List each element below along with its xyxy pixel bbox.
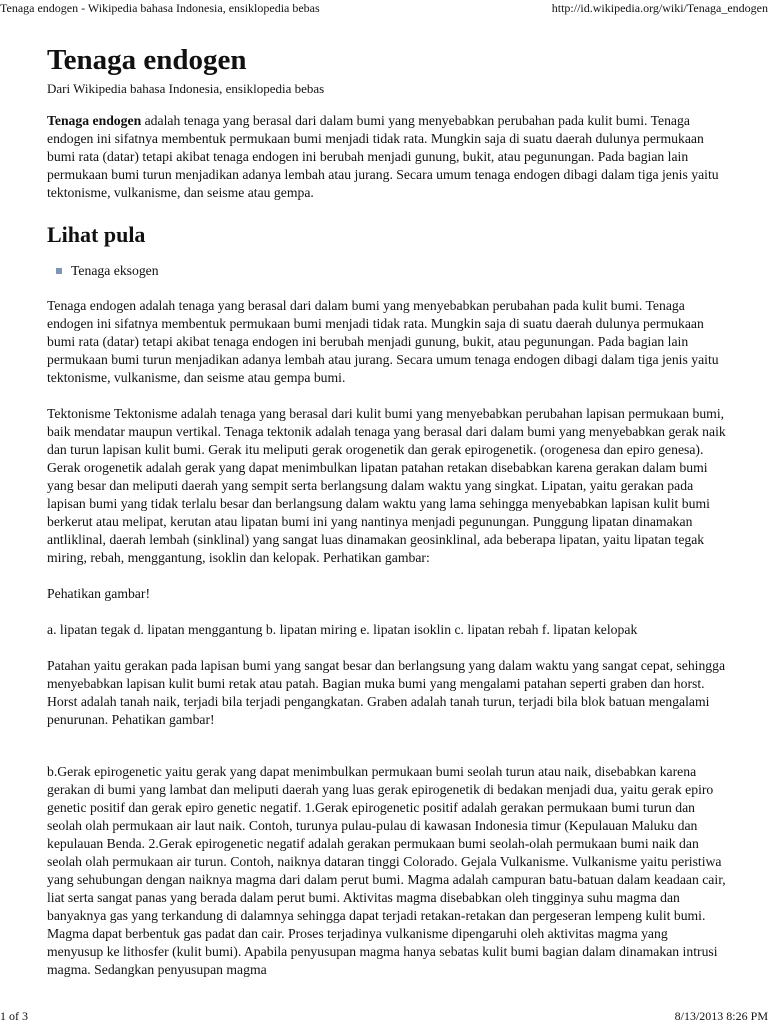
print-header-url: http://id.wikipedia.org/wiki/Tenaga_endogen	[551, 1, 768, 15]
print-header	[0, 0, 768, 16]
print-footer	[0, 1008, 768, 1024]
body-paragraph-2: Tektonisme Tektonisme adalah tenaga yang berasal dari kulit bumi yang menyebabkan perubahan lapisan permukaan bumi, baik mendatar maupun vertikal. Tenaga tektonik adalah tenaga yang berasal dari dalam bumi yang menyebabkan gerak naik dan turun lapisan kulit bumi. Gerak itu meliputi gerak orogenetik dan gerak epirogenetik. (orogenesa dan epiro genesa). Gerak orogenetik adalah gerak yang dapat menimbulkan lipatan patahan retakan disebabkan karena gerakan dalam bumi yang besar dan meliputi daerah yang sempit serta berlangsung dalam waktu yang singkat. Lipatan, yaitu gerakan pada lapisan bumi yang tidak terlalu besar dan berlangsung dalam waktu yang lama sehingga menyebabkan lapisan kulit bumi berkerut atau melipat, kerutan atau lipatan bumi ini yang nantinya menjadi pegunungan. Punggung lipatan dinamakan antliklinal, daerah lembah (sinklinal) yang sangat luas dinamakan geosinklinal, ada beberapa lipatan, yaitu lipatan tegak miring, rebah, menggantung, isoklin dan kelopak. Perhatikan gambar:	[47, 406, 726, 565]
body-paragraph-6: b.Gerak epirogenetic yaitu gerak yang dapat menimbulkan permukaan bumi seolah turun atau naik, disebabkan karena gerakan di bumi yang lambat dan meliputi daerah yang luas gerak epirogenetik di bedakan menjadi dua, yaitu gerak epiro genetic positif dan gerak epiro genetic negatif. 1.Gerak epirogenetic positif adalah gerakan permukaan bumi turun dan seolah olah permukaan air laut naik. Contoh, turunya pulau-pulau di kawasan Indonesia timur (Kepulauan Maluku dan kepulauan Benda. 2.Gerak epirogenetic negatif adalah gerakan permukaan bumi seolah-olah permukaan bumi naik dan seolah olah permukaan air turun. Contoh, naiknya dataran tinggi Colorado. Gejala Vulkanisme. Vulkanisme yaitu peristiwa yang sehubungan dengan naiknya magma dari dalam perut bumi. Magma adalah campuran batu-batuan dalam keadaan cair, liat serta sangat panas yang berada dalam perut bumi. Aktivitas magma disebabkan oleh tingginya suhu magma dan banyaknya gas yang terkandung di dalamnya sehingga dapat terjadi retakan-retakan dan pergeseran lempeng kulit bumi. Magma dapat berbentuk gas padat dan cair. Proses terjadinya vulkanisme dipengaruhi oleh aktivitas magma yang menyusup ke lithosfer (kulit bumi). Apabila penyusupan magma hanya sebatas kulit bumi bagian dalam dinamakan intrusi magma. Sedangkan penyusupan magma	[47, 764, 726, 977]
intro-text: adalah tenaga yang berasal dari dalam bumi yang menyebabkan perubahan pada kulit bumi. Tenaga endogen ini sifatnya membentuk permukaan bumi menjadi tidak rata. Mungkin saja di suatu daerah dulunya permukaan bumi rata (datar) tetapi akibat tenaga endogen ini berubah menjadi gunung, bukit, atau pegunungan. Pada bagian lain permukaan bumi turun menjadikan adanya lembah atau jurang. Secara umum tenaga endogen dibagi dalam tiga jenis yaitu tektonisme, vulkanisme, dan seisme atau gempa.	[47, 113, 719, 200]
intro-bold-term: Tenaga endogen	[47, 113, 142, 128]
print-timestamp: 8/13/2013 8:26 PM	[674, 1009, 768, 1023]
body-paragraph-5: Patahan yaitu gerakan pada lapisan bumi yang sangat besar dan berlangsung yang dalam waktu yang sangat cepat, sehingga menyebabkan lapisan kulit bumi retak atau patah. Bagian muka bumi yang mengalami patahan seperti graben dan horst. Horst adalah tanah naik, terjadi bila terjadi pengangkatan. Graben adalah tanah turun, terjadi bila blok batuan mengalami penurunan. Pehatikan gambar!	[47, 658, 726, 727]
square-bullet-icon	[56, 268, 62, 274]
page-subtitle: Dari Wikipedia bahasa Indonesia, ensiklopedia bebas	[47, 81, 325, 96]
see-also-link[interactable]: Tenaga eksogen	[71, 263, 159, 278]
intro-paragraph	[47, 112, 727, 202]
body-paragraph-1: Tenaga endogen adalah tenaga yang berasal dari dalam bumi yang menyebabkan perubahan pada kulit bumi. Tenaga endogen ini sifatnya membentuk permukaan bumi menjadi tidak rata. Mungkin saja di suatu daerah dulunya permukaan bumi rata (datar) tetapi akibat tenaga endogen ini berubah menjadi gunung, bukit, atau pegunungan. Pada bagian lain permukaan bumi turun menjadikan adanya lembah atau jurang. Secara umum tenaga endogen dibagi dalam tiga jenis yaitu tektonisme, vulkanisme, dan seisme atau gempa bumi.	[47, 298, 719, 385]
page-count: 1 of 3	[0, 1009, 28, 1023]
body-paragraph-3: Pehatikan gambar!	[47, 586, 150, 601]
body-paragraph-4: a. lipatan tegak d. lipatan menggantung b. lipatan miring e. lipatan isoklin c. lipatan rebah f. lipatan kelopak	[47, 622, 638, 637]
print-header-title: Tenaga endogen - Wikipedia bahasa Indonesia, ensiklopedia bebas	[0, 1, 320, 15]
see-also-list	[47, 262, 727, 280]
article-content	[47, 42, 727, 997]
page-title: Tenaga endogen	[47, 44, 247, 76]
see-also-heading: Lihat pula	[47, 222, 146, 247]
image-gap	[47, 747, 727, 763]
see-also-item[interactable]	[71, 262, 727, 280]
